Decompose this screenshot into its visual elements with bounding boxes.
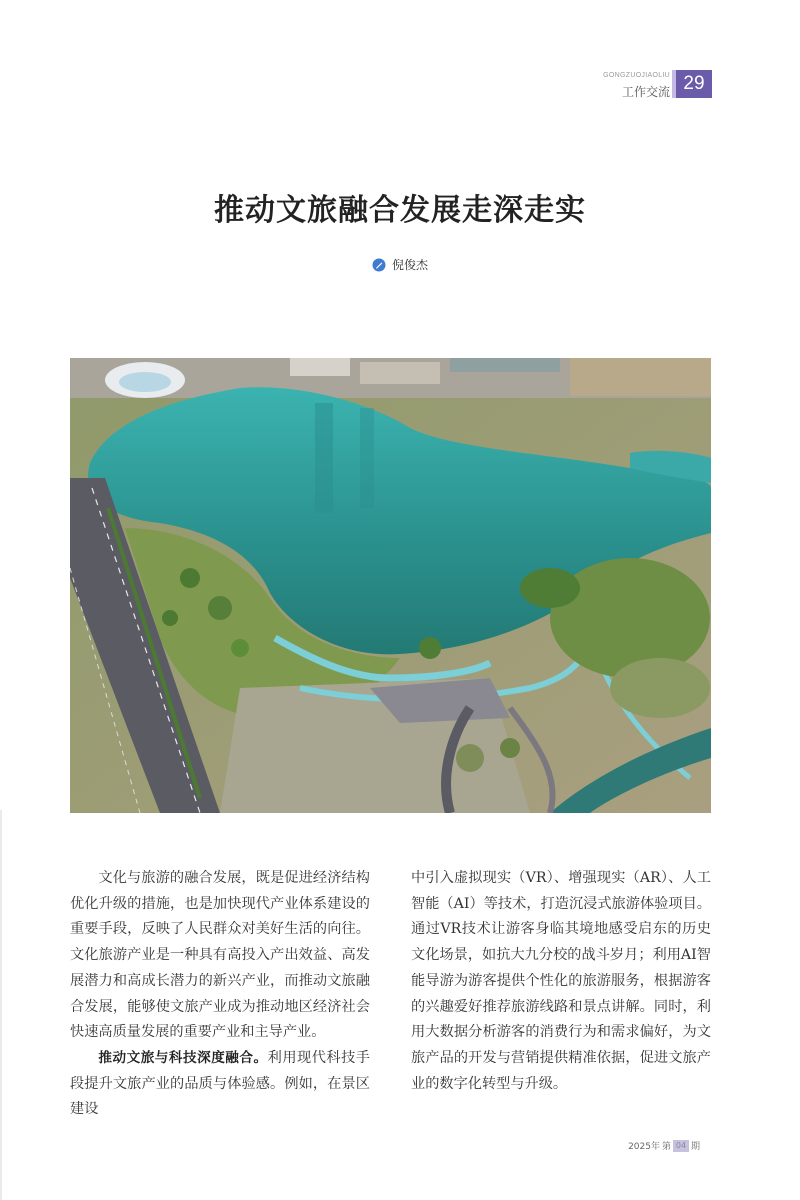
body-paragraph-tech: [70, 1046, 370, 1123]
aerial-photo: [70, 358, 711, 813]
page-footer: [628, 1139, 700, 1152]
section-lead-rest: 利用现代科技手段提升文旅产业的品质与体验感。例如，在景区建设: [70, 1049, 370, 1118]
article-title: 推动文旅融合发展走深走实: [214, 193, 586, 228]
body-paragraph: 文化与旅游的融合发展，既是促进经济结构优化升级的措施，也是加快现代产业体系建设的重要手段，反映了人民群众对美好生活的向往。文化旅游产业是一种具有高投入产出效益、高发展潜力和高成长潜力的新兴产业，而推动文旅融合发展，能够使文旅产业成为推动地区经济社会快速高质量发展的重要产业和主导产业。: [70, 870, 370, 1041]
footer-di: 第: [661, 1142, 671, 1152]
footer-year: 2025年: [628, 1142, 660, 1152]
footer-issue: 04: [673, 1140, 689, 1152]
section-lead: 推动文旅与科技深度融合。: [98, 1049, 268, 1066]
page-header: [512, 70, 712, 100]
author-line: [0, 256, 800, 276]
page-number-badge: 29: [676, 70, 712, 98]
section-pinyin: GONGZUOJIAOLIU: [603, 72, 670, 79]
body-column-left: [70, 866, 370, 1123]
author-name: 倪俊杰: [391, 258, 428, 272]
page-edge-line: [0, 810, 2, 1200]
footer-qi: 期: [690, 1142, 700, 1152]
body-column-right: [411, 866, 711, 1097]
section-name: 工作交流: [621, 85, 670, 99]
pen-icon: [372, 258, 386, 272]
body-paragraph-continued: 中引入虚拟现实（VR）、增强现实（AR）、人工智能（AI）等技术，打造沉浸式旅游体验项目。通过VR技术让游客身临其境地感受启东的历史文化场景，如抗大九分校的战斗岁月；利用AI智能导游为游客提供个性化的旅游服务，根据游客的兴趣爱好推荐旅游线路和景点讲解。同时，利用大数据分析游客的消费行为和需求偏好，为文旅产品的开发与营销提供精准依据，促进文旅产业的数字化转型与升级。: [411, 870, 711, 1092]
